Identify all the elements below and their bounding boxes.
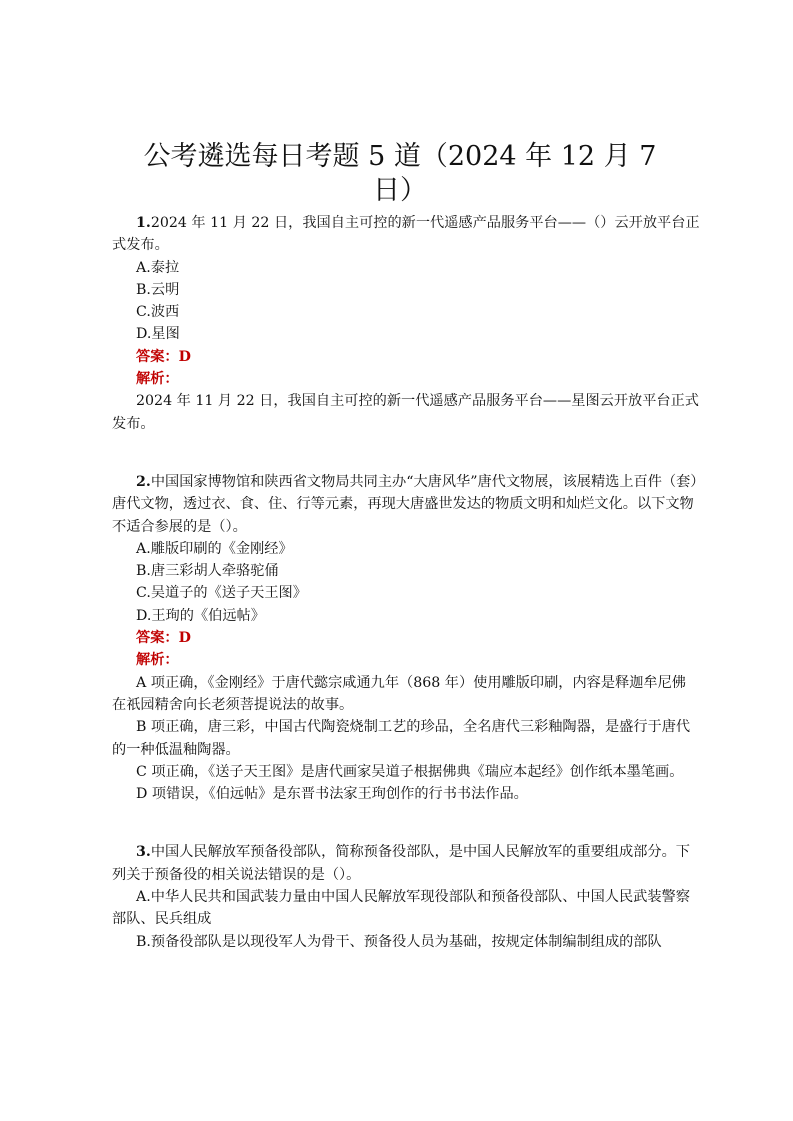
- question-1-option-a: A.泰拉: [136, 259, 180, 276]
- question-2-option-d: D.王珣的《伯远帖》: [136, 607, 265, 624]
- question-2-option-c: C.吴道子的《送子天王图》: [136, 585, 307, 602]
- question-3-option-b: B.预备役部队是以现役军人为骨干、预备役人员为基础，按规定体制编制组成的部队: [136, 933, 662, 950]
- question-2-option-b: B.唐三彩胡人牵骆驼俑: [136, 563, 279, 580]
- question-2-answer: 答案：D: [136, 630, 191, 647]
- question-1-answer: 答案：D: [136, 348, 191, 365]
- question-1: [112, 212, 700, 435]
- question-2-analysis-b: B 项正确，唐三彩，中国古代陶瓷烧制工艺的珍品，全名唐代三彩釉陶器，是盛行于唐代的一种低温釉陶器。: [112, 719, 691, 758]
- question-2-number: 2.: [136, 473, 151, 490]
- spacer: [112, 457, 700, 471]
- question-3: [112, 841, 700, 952]
- question-1-stem: [112, 212, 700, 257]
- question-3-number: 3.: [136, 844, 151, 861]
- question-2-stem: [112, 471, 700, 538]
- question-3-option-a: A.中华人民共和国武装力量由中国人民解放军现役部队和预备役部队、中国人民武装警察部队、民兵组成: [112, 889, 690, 928]
- question-1-analysis-text: 2024 年 11 月 22 日，我国自主可控的新一代遥感产品服务平台——星图云开放平台正式发布。: [112, 393, 699, 432]
- question-2: [112, 471, 700, 805]
- question-1-option-d: D.星图: [136, 326, 180, 343]
- question-2-analysis-a: A 项正确，《金刚经》于唐代懿宗咸通九年（868 年）使用雕版印刷，内容是释迦牟尼佛在祇园精舍向长老须菩提说法的故事。: [112, 674, 686, 713]
- question-1-text: 2024 年 11 月 22 日，我国自主可控的新一代遥感产品服务平台——（）云开放平台正式发布。: [112, 215, 700, 254]
- question-1-option-c: C.波西: [136, 304, 180, 321]
- spacer: [112, 827, 700, 841]
- question-3-text: 中国人民解放军预备役部队，简称预备役部队，是中国人民解放军的重要组成部分。下列关于预备役的相关说法错误的是（）。: [112, 844, 690, 883]
- question-1-option-b: B.云明: [136, 281, 180, 298]
- question-1-analysis-label: 解析：: [136, 371, 179, 388]
- question-2-text: 中国国家博物馆和陕西省文物局共同主办“大唐风华”唐代文物展，该展精选上百件（套）唐代文物，透过衣、食、住、行等元素，再现大唐盛世发达的物质文明和灿烂文化。以下文物不适合参展的是（）。: [112, 473, 698, 535]
- question-2-analysis-d: D 项错误，《伯远帖》是东晋书法家王珣创作的行书书法作品。: [136, 786, 528, 803]
- question-2-option-a: A.雕版印刷的《金刚经》: [136, 540, 293, 557]
- question-1-number: 1.: [136, 215, 151, 231]
- spacer: [112, 805, 700, 827]
- document-title: 公考遴选每日考题 5 道（2024 年 12 月 7 日）: [143, 141, 657, 206]
- question-3-stem: [112, 841, 700, 886]
- question-2-analysis-c: C 项正确，《送子天王图》是唐代画家吴道子根据佛典《瑞应本起经》创作纸本墨笔画。: [136, 763, 684, 780]
- document-body: [112, 212, 700, 953]
- question-2-analysis-label: 解析：: [136, 652, 179, 669]
- spacer: [112, 435, 700, 457]
